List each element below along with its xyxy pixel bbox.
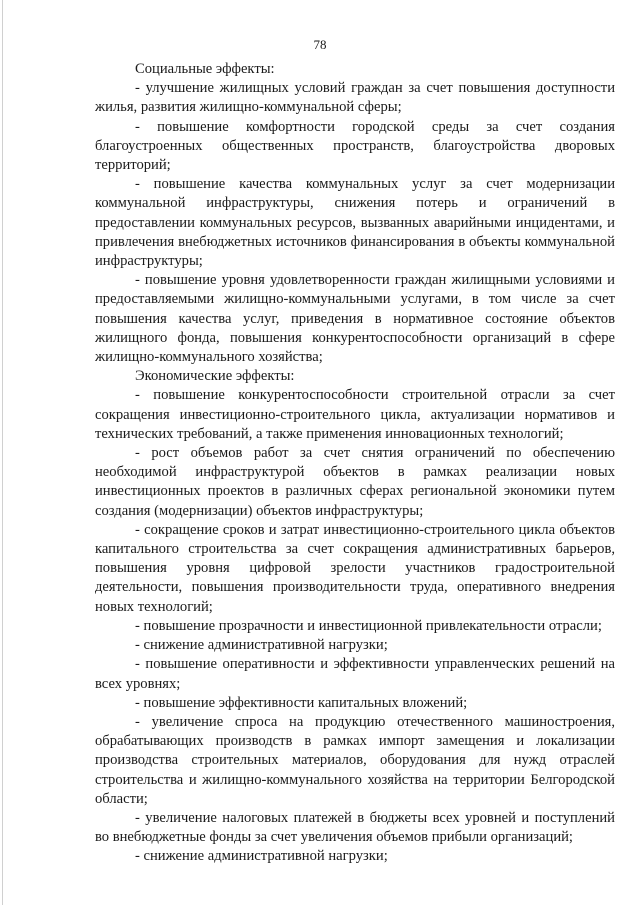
economic-effect-item-9: - увеличение налоговых платежей в бюджеты всех уровней и поступлений во внебюджетные фонды за счет увеличения объемов прибыли организаций; bbox=[95, 809, 615, 846]
social-effect-item-3: - повышение качества коммунальных услуг за счет модернизации коммунальной инфраструктуры, снижения потерь и ограничений в предоставлении коммунальных ресурсов, вызванных аварийными инцидентами, и привлечения внебюджетных источников финансирования в объекты коммунальной инфраструктуры; bbox=[95, 176, 615, 270]
social-effect-item-2: - повышение комфортности городской среды за счет создания благоустроенных общественных пространств, благоустройства дворовых территорий; bbox=[95, 118, 615, 174]
social-effects-heading: Социальные эффекты: bbox=[135, 61, 275, 77]
social-effect-item-1: - улучшение жилищных условий граждан за счет повышения доступности жилья, развития жилищно-коммунальной сферы; bbox=[95, 80, 615, 116]
document-body bbox=[95, 60, 615, 867]
economic-effect-item-4: - повышение прозрачности и инвестиционной привлекательности отрасли; bbox=[135, 617, 602, 634]
economic-effect-item-7: - повышение эффективности капитальных вложений; bbox=[135, 694, 468, 711]
economic-effect-item-3: - сокращение сроков и затрат инвестиционно-строительного цикла объектов капитального строительства за счет сокращения административных барьеров, повышения уровня цифровой зрелости участников градостроительной деятельности, повышения производительности труда, оперативного внедрения новых технологий; bbox=[95, 521, 615, 615]
social-effect-item-4: - повышение уровня удовлетворенности граждан жилищными условиями и предоставляемыми жилищно-коммунальными услугами, в том числе за счет повышения качества услуг, приведения в нормативное состояние объектов жилищного фонда, повышения конкурентоспособности организаций в сфере жилищно-коммунального хозяйства; bbox=[95, 272, 615, 366]
economic-effect-item-1: - повышение конкурентоспособности строительной отрасли за счет сокращения инвестиционно-строительного цикла, актуализации нормативов и технических требований, а также применения инновационных технологий; bbox=[95, 387, 615, 442]
economic-effect-item-5: - снижение административной нагрузки; bbox=[135, 637, 388, 654]
economic-effect-item-2: - рост объемов работ за счет снятия ограничений по обеспечению необходимой инфраструктурой объектов в рамках реализации новых инвестиционных проектов в различных сферах региональной экономики путем создания (модернизации) объектов инфраструктуры; bbox=[95, 445, 615, 519]
economic-effect-item-10: - снижение административной нагрузки; bbox=[135, 848, 388, 865]
economic-effects-heading: Экономические эффекты: bbox=[135, 368, 295, 385]
page-edge-line bbox=[2, 0, 3, 905]
economic-effect-item-6: - повышение оперативности и эффективности управленческих решений на всех уровнях; bbox=[95, 656, 615, 692]
economic-effect-item-8: - увеличение спроса на продукцию отечественного машиностроения, обрабатывающих производств в рамках импорт замещения и локализации производства строительных материалов, оборудования для нужд отраслей строительства и жилищно-коммунального хозяйства на территории Белгородской области; bbox=[95, 713, 615, 807]
page-number: 78 bbox=[313, 37, 327, 52]
